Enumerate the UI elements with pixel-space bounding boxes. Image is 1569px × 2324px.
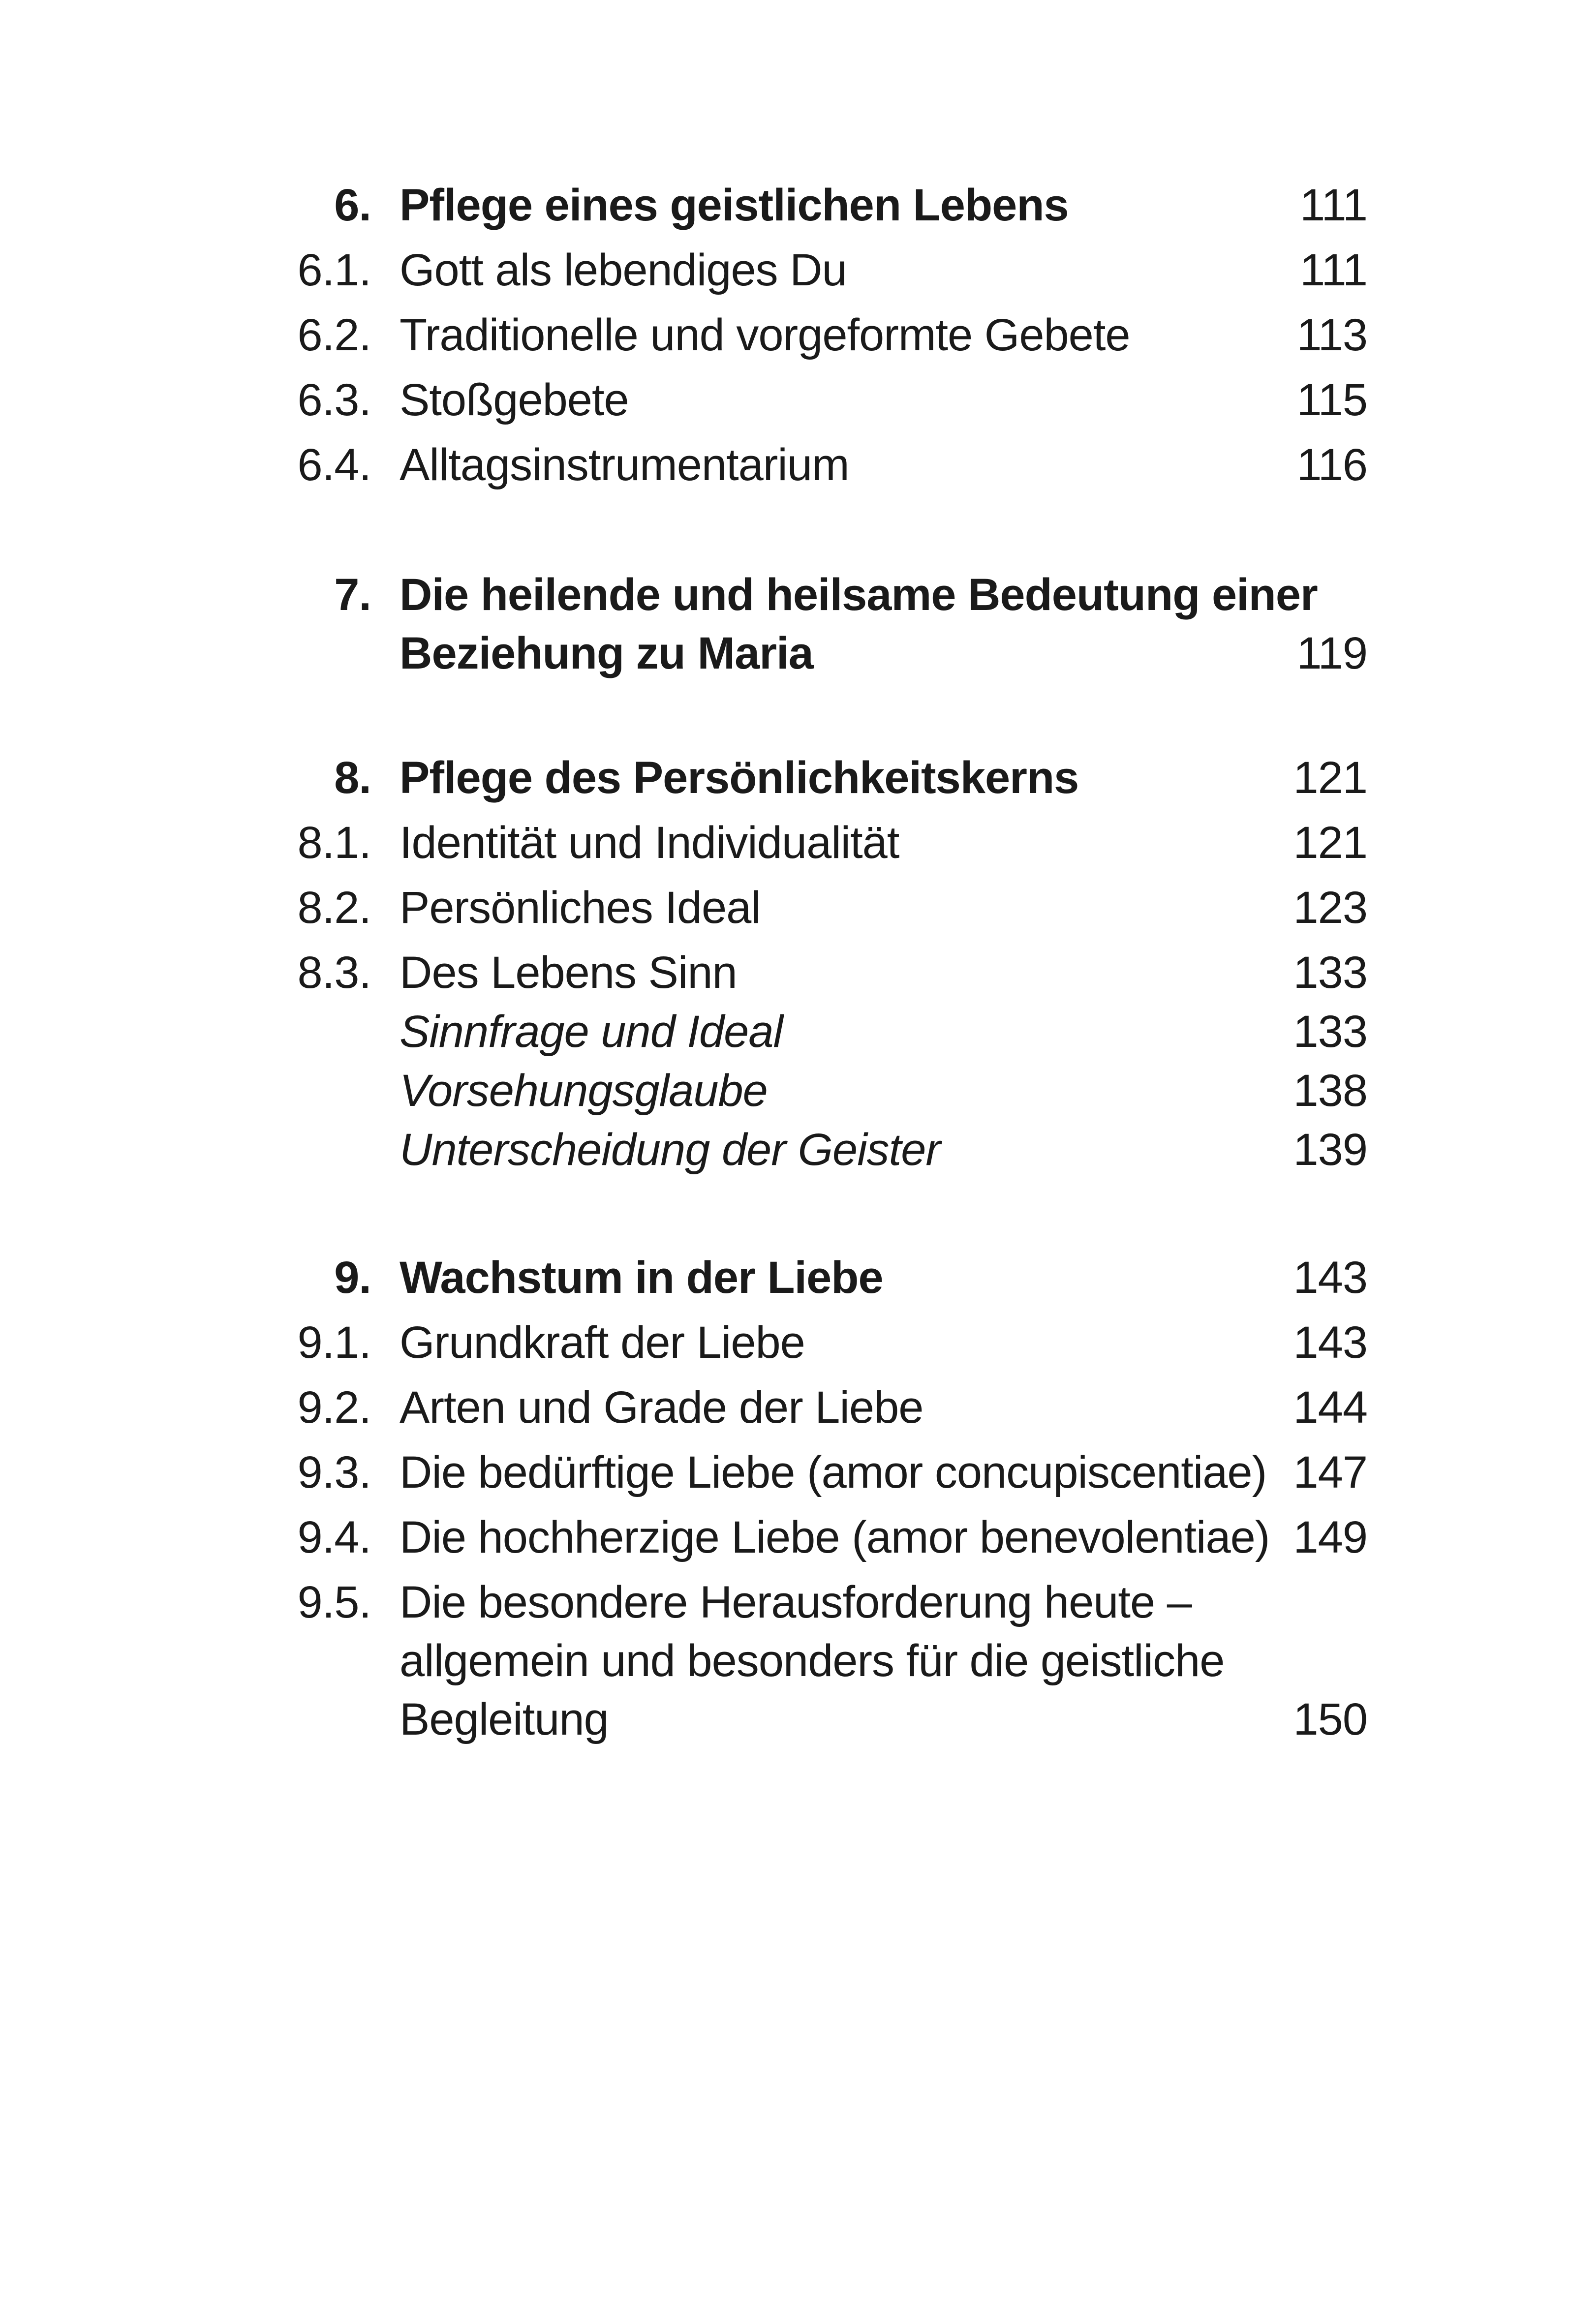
subsection-entry [0,999,1569,1064]
section-number: 8.3. [297,948,371,998]
chapter-number: 8. [334,753,371,803]
section-9-5-entry-line-3 [0,1687,1569,1752]
section-9-1-entry [0,1310,1569,1375]
chapter-7-entry-line-1 [0,562,1569,627]
section-number: 6.2. [297,310,371,360]
page-number: 143 [1293,1253,1367,1303]
section-title: Des Lebens Sinn [400,948,737,998]
section-number: 6.4. [297,440,371,490]
section-9-5-entry-line-2 [0,1628,1569,1693]
chapter-7-entry-line-2 [0,621,1569,686]
page-number: 150 [1293,1694,1367,1744]
subsection-entry [0,1117,1569,1182]
subsection-entry [0,1058,1569,1123]
section-number: 8.1. [297,818,371,868]
section-title: Alltagsinstrumentarium [400,440,849,490]
page-number: 147 [1293,1447,1367,1498]
section-9-3-entry [0,1440,1569,1505]
page-number: 138 [1293,1066,1367,1116]
chapter-title-continuation: Beziehung zu Maria [400,628,813,678]
page-number: 133 [1293,1007,1367,1057]
section-number: 9.1. [297,1317,371,1368]
page-number: 115 [1296,375,1367,425]
section-title: Gott als lebendiges Du [400,245,847,295]
page-number: 121 [1293,753,1367,803]
page-number: 123 [1293,883,1367,933]
section-6-2-entry [0,303,1569,367]
section-9-5-entry-line-1 [0,1570,1569,1635]
section-title: Die hochherzige Liebe (amor benevolentiae) [400,1512,1270,1562]
page-number: 119 [1296,628,1367,678]
chapter-title: Pflege eines geistlichen Lebens [400,180,1069,230]
section-title: Grundkraft der Liebe [400,1317,805,1368]
subsection-title: Sinnfrage und Ideal [400,1007,783,1057]
section-6-3-entry [0,367,1569,432]
subsection-title: Vorsehungsglaube [400,1066,768,1116]
page-number: 111 [1300,180,1367,230]
section-number: 8.2. [297,883,371,933]
section-title: Persönliches Ideal [400,883,761,933]
chapter-title: Die heilende und heilsame Bedeutung einer [400,570,1318,620]
chapter-number: 7. [334,570,371,620]
section-8-1-entry [0,810,1569,875]
section-8-2-entry [0,875,1569,940]
chapter-9-entry [0,1245,1569,1310]
section-number: 9.3. [297,1447,371,1498]
section-title: Die besondere Herausforderung heute – [400,1577,1192,1627]
section-title-continuation: Begleitung [400,1694,609,1744]
chapter-6-entry [0,173,1569,238]
section-number: 6.3. [297,375,371,425]
section-title-continuation: allgemein und besonders für die geistliche [400,1636,1225,1686]
page-number: 144 [1293,1382,1367,1433]
chapter-number: 6. [334,180,371,230]
chapter-title: Wachstum in der Liebe [400,1253,883,1303]
page-number: 149 [1293,1512,1367,1562]
page-number: 133 [1293,948,1367,998]
subsection-title: Unterscheidung der Geister [400,1125,941,1175]
page-number: 111 [1300,245,1367,295]
chapter-8-entry [0,745,1569,810]
section-title: Die bedürftige Liebe (amor concupiscentiae) [400,1447,1267,1498]
section-title: Stoßgebete [400,375,629,425]
page-number: 143 [1293,1317,1367,1368]
section-title: Arten und Grade der Liebe [400,1382,923,1433]
section-9-4-entry [0,1505,1569,1570]
chapter-number: 9. [334,1253,371,1303]
page-number: 139 [1293,1125,1367,1175]
section-number: 9.2. [297,1382,371,1433]
section-number: 6.1. [297,245,371,295]
chapter-title: Pflege des Persönlichkeitskerns [400,753,1079,803]
page-number: 121 [1293,818,1367,868]
section-9-2-entry [0,1375,1569,1440]
section-title: Identität und Individualität [400,818,899,868]
section-title: Traditionelle und vorgeformte Gebete [400,310,1130,360]
section-8-3-entry [0,940,1569,1005]
section-6-4-entry [0,432,1569,497]
section-number: 9.4. [297,1512,371,1562]
page-number: 116 [1296,440,1367,490]
section-number: 9.5. [297,1577,371,1627]
section-6-1-entry [0,238,1569,303]
page-number: 113 [1296,310,1367,360]
